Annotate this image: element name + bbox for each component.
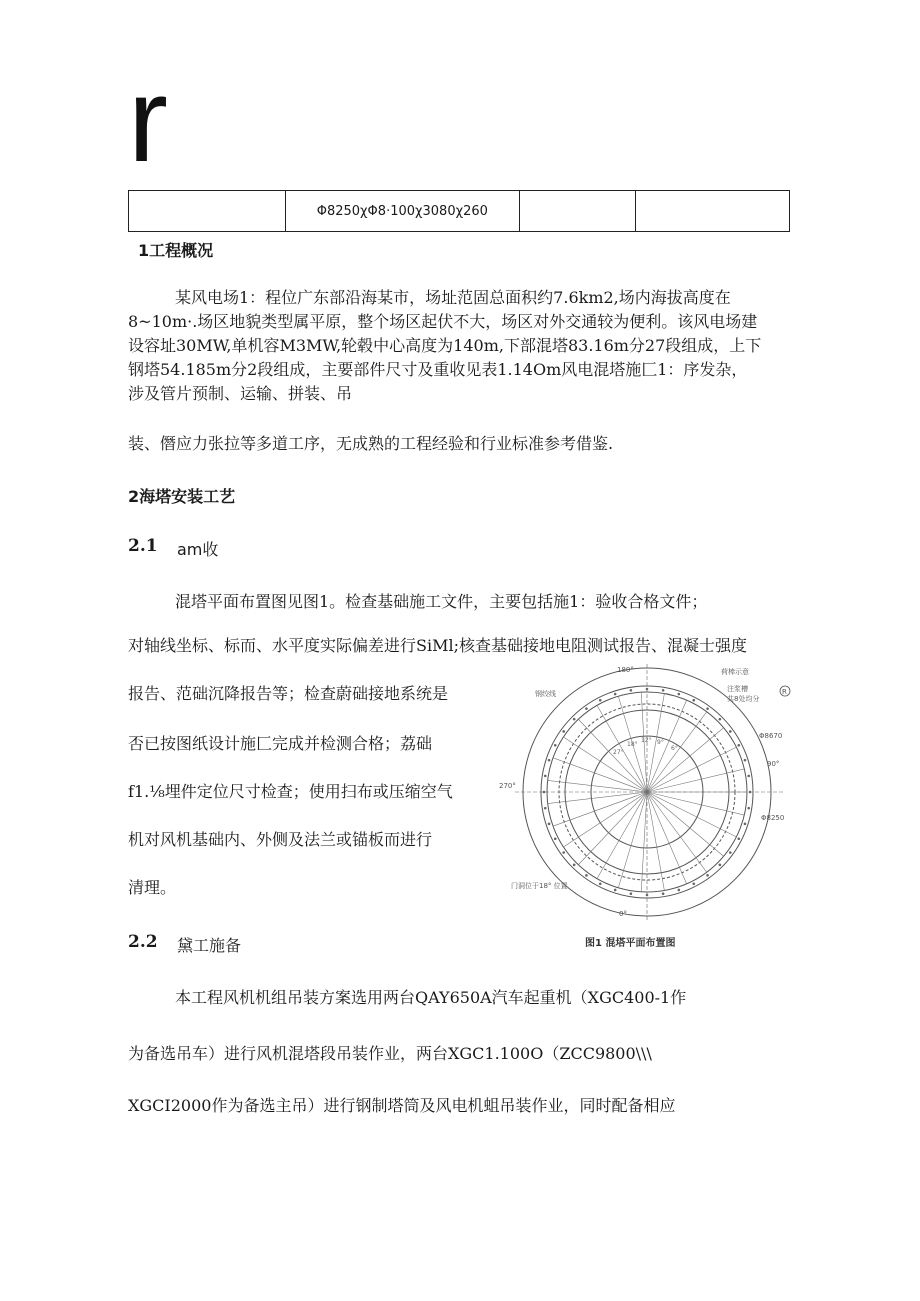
- spoke-line: [647, 792, 736, 837]
- anchor-dot: [662, 892, 665, 895]
- table-row: [129, 191, 790, 232]
- angle-label-left: 270°: [499, 782, 516, 790]
- anchor-dot: [630, 689, 633, 692]
- anchor-dot: [747, 807, 750, 810]
- spoke-line: [647, 747, 736, 792]
- anchor-dot: [719, 718, 722, 721]
- paragraph-line: 钢塔54.185m分2段组成，主要部件尺寸及重收见表1.14Om风电混塔施匚1：序发杂，: [128, 360, 748, 379]
- paragraph-line: 装、僭应力张拉等多道工序，无成熟的工程经验和行业标准参考借鉴.: [128, 434, 614, 453]
- anchor-dot: [599, 882, 602, 885]
- paragraph-line: 报告、范础沉降报告等；检查蔚础接地系统是: [128, 684, 449, 703]
- anchor-dot: [692, 699, 695, 702]
- anchor-dot: [692, 882, 695, 885]
- angle-label-top: 180°: [617, 666, 634, 674]
- paragraph-line: 对轴线坐标、标而、水平度实际偏差进行SiMl;核查基础接地电阻测试报告、混凝士强度: [128, 636, 747, 655]
- paragraph-line: 涉及管片预制、运输、拼装、吊: [128, 384, 353, 403]
- anchor-dot: [737, 837, 740, 840]
- section2-1-number: 2.1: [128, 536, 158, 556]
- anchor-dot: [678, 693, 681, 696]
- anchor-dot: [614, 693, 617, 696]
- anchor-dot: [544, 807, 547, 810]
- anchor-dot: [706, 874, 709, 877]
- spoke-line: [578, 792, 647, 865]
- anchor-dot: [744, 759, 747, 762]
- anchor-dot: [719, 864, 722, 867]
- dimension-label: Φ8250: [761, 814, 785, 822]
- section2-2-number: 2.2: [128, 932, 158, 952]
- anchor-dot: [729, 730, 732, 733]
- anchor-dot: [544, 775, 547, 778]
- spoke-line: [641, 792, 647, 892]
- inner-angle-label: 12°: [641, 737, 652, 744]
- spoke-line: [597, 792, 647, 879]
- spoke-line: [647, 700, 687, 792]
- anchor-dot: [630, 892, 633, 895]
- anchor-dot: [554, 744, 557, 747]
- paragraph-line: 设容址30MW,单机容M3MW,轮毂中心高度为140m,下部混塔83.16m分27段组成，上下: [128, 336, 762, 355]
- anchor-dot: [562, 851, 565, 854]
- paragraph-line: 否已按图纸设计施匚完成并检测合格；荔础: [128, 734, 433, 753]
- anchor-dot: [599, 699, 602, 702]
- anchor-dot: [585, 707, 588, 710]
- table-cell: [635, 191, 789, 232]
- figure1-caption: 图1 混塔平面布置图: [585, 938, 676, 949]
- spoke-line: [647, 792, 664, 890]
- anchor-dot: [729, 851, 732, 854]
- anchor-dot: [662, 689, 665, 692]
- section2-1-title: am收: [177, 540, 219, 559]
- anchor-dot: [573, 718, 576, 721]
- angle-label-bottom: 0°: [619, 910, 627, 918]
- paragraph-line: 8~10m·.场区地貌类型属平原，整个场区起伏不大，场区对外交通较为便利。该风电场建: [128, 312, 758, 331]
- anchor-dot: [747, 775, 750, 778]
- legend-label: 共8处均分: [727, 695, 760, 703]
- table-cell: [519, 191, 635, 232]
- inner-angle-label: 18°: [627, 741, 638, 748]
- anchor-dot: [585, 874, 588, 877]
- anchor-dot: [678, 889, 681, 892]
- legend-label: 荷棒示意: [721, 668, 749, 676]
- inner-angle-label: 9°: [657, 739, 664, 746]
- anchor-dot: [744, 823, 747, 826]
- anchor-dot: [543, 791, 546, 794]
- paragraph-line: 本工程风机机组吊装方案选用两台QAY650A汽车起重机（XGC400-1作: [175, 988, 687, 1007]
- table-cell: Φ8250χΦ8·100χ3080χ260: [286, 191, 520, 232]
- inner-angle-label: 6°: [671, 745, 678, 752]
- anchor-dot: [548, 823, 551, 826]
- legend-marker-text: R: [782, 688, 787, 696]
- paragraph-line: 清理。: [128, 878, 177, 897]
- paragraph-line: 某风电场1：程位广东部沿海某市，场址范固总面积约7.6km2,场内海拔高度在: [175, 288, 731, 307]
- door-position-note: 门洞位于18° 位置: [511, 882, 568, 890]
- angle-label-right: 90°: [767, 760, 780, 768]
- section2-2-title: 黛工施备: [177, 936, 242, 955]
- paragraph-line: 机对风机基础内、外侧及法兰或锚板而进行: [128, 830, 433, 849]
- inner-angle-label: 27°: [613, 749, 624, 756]
- paragraph-line: XGCI2000作为备选主吊）进行钢制塔筒及风电机蛆吊装作业，同时配备相应: [128, 1096, 676, 1115]
- section1-heading: 1工程概况: [138, 241, 214, 260]
- anchor-dot: [706, 707, 709, 710]
- anchor-dot: [562, 730, 565, 733]
- paragraph-line: 混塔平面布置图见图1。检查基础施工文件，主要包括施1：验收合格文件；: [175, 592, 708, 611]
- anchor-dot: [573, 864, 576, 867]
- anchor-dot: [614, 889, 617, 892]
- anchor-dot: [554, 837, 557, 840]
- legend-label: 注浆槽: [727, 685, 748, 693]
- table-cell: [129, 191, 286, 232]
- spec-table: [128, 190, 790, 232]
- anchor-dot: [548, 759, 551, 762]
- section2-heading: 2海塔安装工艺: [128, 487, 236, 506]
- header-glyph: r: [128, 53, 168, 187]
- paragraph-line: 为备选吊车）进行风机混塔段吊装作业，两台XGC1.100O（ZCC9800\\\: [128, 1044, 652, 1063]
- steel-strand-label: 钢绞线: [535, 690, 556, 698]
- dimension-label: Φ8670: [759, 732, 783, 740]
- anchor-dot: [737, 744, 740, 747]
- figure1-plan-diagram: [495, 662, 800, 920]
- spoke-line: [647, 792, 687, 884]
- paragraph-line: f1.⅛埋件定位尺寸检查；使用扫布或压缩空气: [128, 782, 453, 801]
